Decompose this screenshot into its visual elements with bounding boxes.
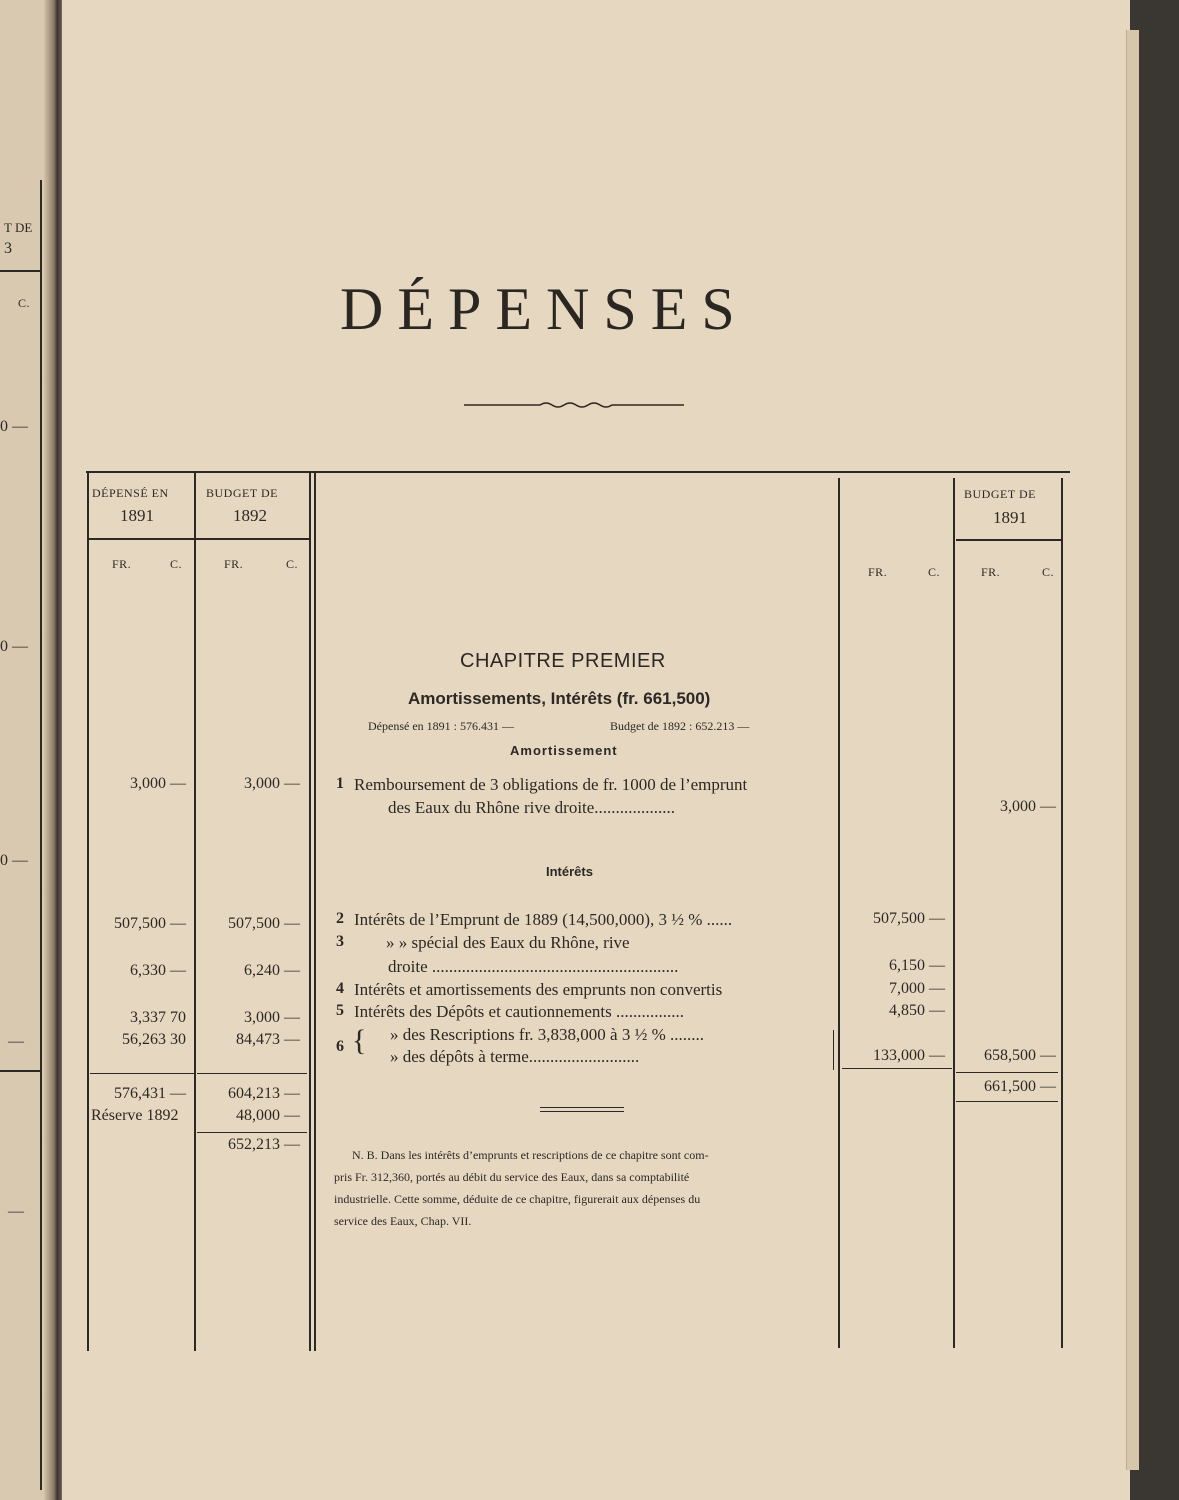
prev-dash: 0 — [0,638,28,655]
prev-rule [0,1070,40,1072]
row3-text: droite .......................................................... [388,957,679,976]
total-rule [842,1068,952,1069]
row1-right: 3,000 — [1000,798,1056,815]
row5-text: Intérêts des Dépôts et cautionnements ................ [354,1002,685,1021]
unit-c: C. [1042,565,1055,579]
row2-number: 2 [336,910,344,927]
row1-depense: 3,000 — [130,775,186,792]
column-divider [309,471,311,1351]
reserve-label: Réserve 1892 [91,1107,179,1124]
row6-text: » des Rescriptions fr. 3,838,000 à 3 ½ % ........ [390,1025,704,1044]
total-rule [956,1101,1058,1102]
row2-depense: 507,500 — [114,915,186,932]
row6-depense: 56,263 30 [122,1031,186,1048]
budget1891-year: 1891 [993,508,1027,527]
prev-header-1: T DE [4,220,33,235]
depense-header: DÉPENSÉ EN [92,486,169,500]
total-rule [197,1132,307,1133]
table-left-border [87,471,89,1351]
column-divider [194,471,196,1351]
note-line: service des Eaux, Chap. VII. [334,1214,472,1228]
prev-column-line [40,180,42,1490]
section-interets: Intérêts [546,864,593,879]
row3-middle: 6,150 — [889,957,945,974]
header-rule [956,539,1062,541]
column-divider [953,478,955,1348]
total-rule [90,1073,194,1074]
note-line: pris Fr. 312,360, portés au débit du service des Eaux, dans sa comptabilité [334,1170,690,1184]
column-divider [314,471,316,1351]
row2-budget: 507,500 — [228,915,300,932]
row1-budget: 3,000 — [244,775,300,792]
prev-dash: — [8,1203,24,1220]
row5-budget: 3,000 — [244,1009,300,1026]
chapter-title: CHAPITRE PREMIER [460,650,666,672]
section-amortissement: Amortissement [510,743,618,758]
row6-right: 658,500 — [984,1047,1056,1064]
row3-number: 3 [336,933,344,950]
unit-c: C. [286,557,299,571]
unit-fr: FR. [868,565,888,579]
row5-depense: 3,337 70 [130,1009,186,1026]
row1-text: des Eaux du Rhône rive droite................... [388,798,676,817]
double-rule [540,1111,624,1112]
prev-dash: — [8,1033,24,1050]
unit-c: C. [928,565,941,579]
depense-year: 1891 [120,506,154,525]
right-total: 661,500 — [984,1078,1056,1095]
budget-note: Budget de 1892 : 652.213 — [610,719,750,733]
header-rule [87,538,309,540]
row6-brace: { [352,1024,367,1057]
unit-fr: FR. [112,557,132,571]
depense-total: 576,431 — [114,1085,186,1102]
prev-dash: 0 — [0,852,28,869]
row4-number: 4 [336,980,344,997]
note-line: industrielle. Cette somme, déduite de ce chapitre, figurerait aux dépenses du [334,1192,701,1206]
row1-number: 1 [336,775,344,792]
row6-budget: 84,473 — [236,1031,300,1048]
budget1892-year: 1892 [233,506,267,525]
prev-unit: C. [18,296,31,310]
prev-rule [0,270,40,272]
chapter-subtitle: Amortissements, Intérêts (fr. 661,500) [408,689,711,708]
page-edge [1126,30,1139,1470]
row2-text: Intérêts de l’Emprunt de 1889 (14,500,000), 3 ½ % ...... [354,910,733,929]
double-rule [540,1107,624,1108]
row6-number: 6 [336,1038,344,1055]
row6-middle: 133,000 — [873,1047,945,1064]
unit-c: C. [170,557,183,571]
row3-text: » » spécial des Eaux du Rhône, rive [386,933,630,952]
row5-number: 5 [336,1002,344,1019]
budget1892-header: BUDGET DE [206,486,278,500]
row4-text: Intérêts et amortissements des emprunts non convertis [354,980,723,999]
page-title: DÉPENSES [340,276,749,342]
budget1891-header: BUDGET DE [964,487,1036,501]
row4-middle: 7,000 — [889,980,945,997]
unit-fr: FR. [981,565,1001,579]
table-right-border [1061,478,1063,1348]
row2-middle: 507,500 — [873,910,945,927]
table-top-rule [86,471,1070,473]
row1-text: Remboursement de 3 obligations de fr. 1000 de l’emprunt [354,775,748,794]
unit-fr: FR. [224,557,244,571]
total-rule [956,1072,1058,1073]
row3-depense: 6,330 — [130,962,186,979]
row6-text: » des dépôts à terme.......................... [390,1047,640,1066]
total-rule [197,1073,307,1074]
reserve-value: 48,000 — [236,1107,300,1124]
row3-budget: 6,240 — [244,962,300,979]
column-divider [838,478,840,1348]
depense-note: Dépensé en 1891 : 576.431 — [368,719,514,733]
note-line: N. B. Dans les intérêts d’emprunts et rescriptions de ce chapitre sont com- [352,1148,709,1162]
budget-grand-total: 652,213 — [228,1136,300,1153]
row6-right-bracket [833,1030,834,1070]
budget-total: 604,213 — [228,1085,300,1102]
title-flourish [462,396,686,414]
prev-dash: 0 — [0,418,28,435]
row5-middle: 4,850 — [889,1002,945,1019]
prev-header-2: 3 [4,240,12,257]
